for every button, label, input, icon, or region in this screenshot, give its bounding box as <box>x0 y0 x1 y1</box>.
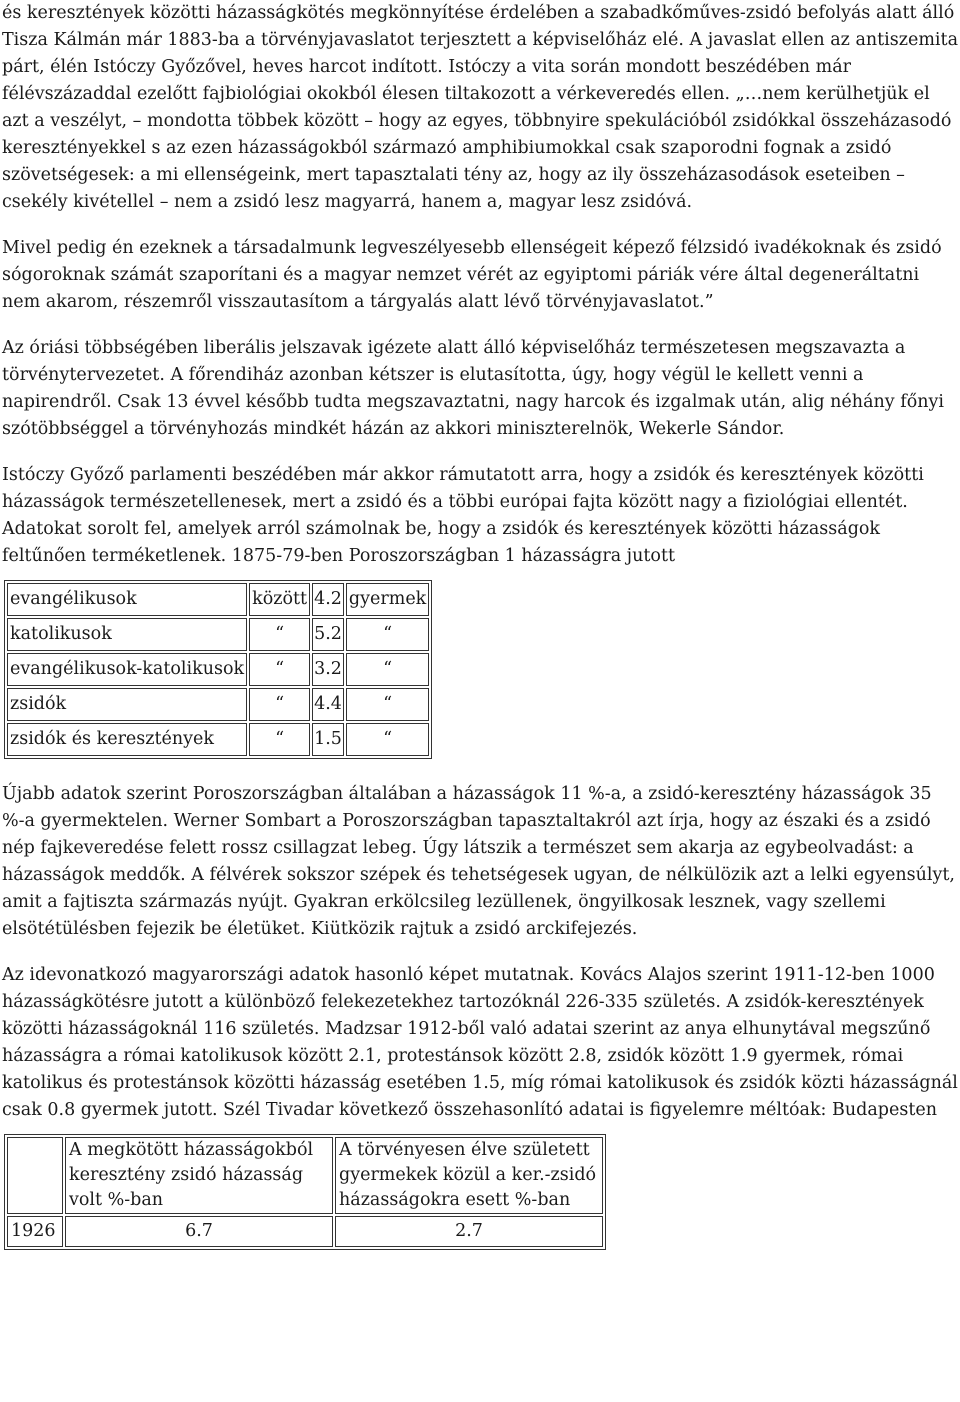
word-cell: “ <box>249 688 310 721</box>
group-cell: zsidók és keresztények <box>7 723 247 756</box>
table-header-row <box>7 1137 603 1214</box>
paragraph-5: Újabb adatok szerint Poroszországban általában a házasságok 11 %-a, a zsidó-keresztény házasságok 35 %-a gyermektelen. Werner Sombart a Poroszországban tapasztaltakról azt írja, hogy az északi és a zsidó nép fajkeveredése felett rossz csillagzat lebeg. Úgy látszik a természet sem akarja az egybeolvadást: a házasságok meddők. A félvérek sokszor szépek és tehetségesek ugyan, de nélkülözik azt a lelki egyensúlyt, amit a fajtiszta származás nyújt. Gyakran erkölcsileg lezüllenek, öngyilkosak lesznek, vagy szellemi elsötétülésben fejezik be életüket. Kiütközik rajtuk a zsidó arckifejezés. <box>2 784 955 939</box>
value-cell: 1.5 <box>312 723 344 756</box>
marriages-percent-header: A megkötött házasságokból keresztény zsidó házasság volt %-ban <box>65 1137 333 1214</box>
paragraph-2: Mivel pedig én ezeknek a társadalmunk legveszélyesebb ellenségeit képező félzsidó ivadékoknak és zsidó sógoroknak számát szaporítani és a magyar nemzet vérét az egyiptomi páriák vére által degeneráltatni nem akarom, részemről visszautasítom a tárgyalás alatt lévő törvényjavaslatot.” <box>2 238 942 312</box>
children-per-marriage-table <box>4 580 432 759</box>
group-cell: evangélikusok-katolikusok <box>7 653 247 686</box>
unit-cell: “ <box>346 653 429 686</box>
budapest-mixed-marriage-table <box>4 1134 606 1250</box>
unit-cell: “ <box>346 688 429 721</box>
marriages-percent-cell: 6.7 <box>65 1216 333 1247</box>
unit-cell: “ <box>346 723 429 756</box>
value-cell: 4.2 <box>312 583 344 616</box>
unit-cell: gyermek <box>346 583 429 616</box>
value-cell: 4.4 <box>312 688 344 721</box>
year-cell: 1926 <box>7 1216 63 1247</box>
births-percent-cell: 2.7 <box>335 1216 603 1247</box>
value-cell: 5.2 <box>312 618 344 651</box>
table-row <box>7 1216 603 1247</box>
paragraph-4: Istóczy Győző parlamenti beszédében már akkor rámutatott arra, hogy a zsidók és keresztények közötti házasságok természetellenesek, mert a zsidó és a többi európai fajta között nagy a fiziológiai ellentét. Adatokat sorolt fel, amelyek arról számolnak be, hogy a zsidók és keresztények közötti házasságok feltűnően terméketlenek. 1875-79-ben Poroszországban 1 házasságra jutott <box>2 465 924 566</box>
unit-cell: “ <box>346 618 429 651</box>
table-row <box>7 653 429 686</box>
group-cell: katolikusok <box>7 618 247 651</box>
paragraph-1: és keresztények közötti házasságkötés megkönnyítése érdelében a szabadkőműves-zsidó befolyás alatt álló Tisza Kálmán már 1883-ba a törvényjavaslatot terjesztett a képviselőház elé. A javaslat ellen az antiszemita párt, élén Istóczy Győzővel, heves harcot indított. Istóczy a vita során mondott beszédében már félévszázaddal ezelőtt fajbiológiai okokból élesen tiltakozott a vérkeveredés ellen. „…nem kerülhetjük el azt a veszélyt, – mondotta többek között – hogy az egyes, többnyire spekulációból zsidókkal összeházasodó keresztényekkel s az ezen házasságokból származó amphibiumokkal csak szaporodni fognak a zsidó szövetségesek: a mi ellenségeink, mert tapasztalati tény az, hogy az ily összeházasodások eseteiben – csekély kivétellel – nem a zsidó lesz magyarrá, hanem a, magyar lesz zsidóvá. <box>2 3 958 212</box>
group-cell: zsidók <box>7 688 247 721</box>
empty-header-cell <box>7 1137 63 1214</box>
paragraph-6: Az idevonatkozó magyarországi adatok hasonló képet mutatnak. Kovács Alajos szerint 1911-12-ben 1000 házasságkötésre jutott a különböző felekezetekhez tartozóknál 226-335 születés. A zsidók-keresztények közötti házasságoknál 116 születés. Madzsar 1912-ből való adatai szerint az anya elhunytával megszűnő házasságra a római katolikusok között 2.1, protestánsok között 2.8, zsidók között 1.9 gyermek, római katolikus és protestánsok közötti házasság esetében 1.5, míg római katolikusok és zsidók közti házasságnál csak 0.8 gyermek jutott. Szél Tivadar következő összehasonlító adatai is figyelemre méltóak: Budapesten <box>2 965 958 1120</box>
paragraph-3: Az óriási többségében liberális jelszavak igézete alatt álló képviselőház természetesen megszavazta a törvénytervezetet. A főrendiház azonban kétszer is elutasította, úgy, hogy végül le kellett venni a napirendről. Csak 13 évvel később tudta megszavaztatni, nagy harcok és izgalmak után, alig néhány főnyi szótöbbséggel a törvényhozás mindkét házán az akkori miniszterelnök, Wekerle Sándor. <box>2 338 944 439</box>
word-cell: “ <box>249 653 310 686</box>
group-cell: evangélikusok <box>7 583 247 616</box>
word-cell: “ <box>249 618 310 651</box>
word-cell: “ <box>249 723 310 756</box>
table-row <box>7 618 429 651</box>
table-row <box>7 583 429 616</box>
word-cell: között <box>249 583 310 616</box>
births-percent-header: A törvényesen élve született gyermekek közül a ker.-zsidó házasságokra esett %-ban <box>335 1137 603 1214</box>
table-row <box>7 688 429 721</box>
value-cell: 3.2 <box>312 653 344 686</box>
table-row <box>7 723 429 756</box>
